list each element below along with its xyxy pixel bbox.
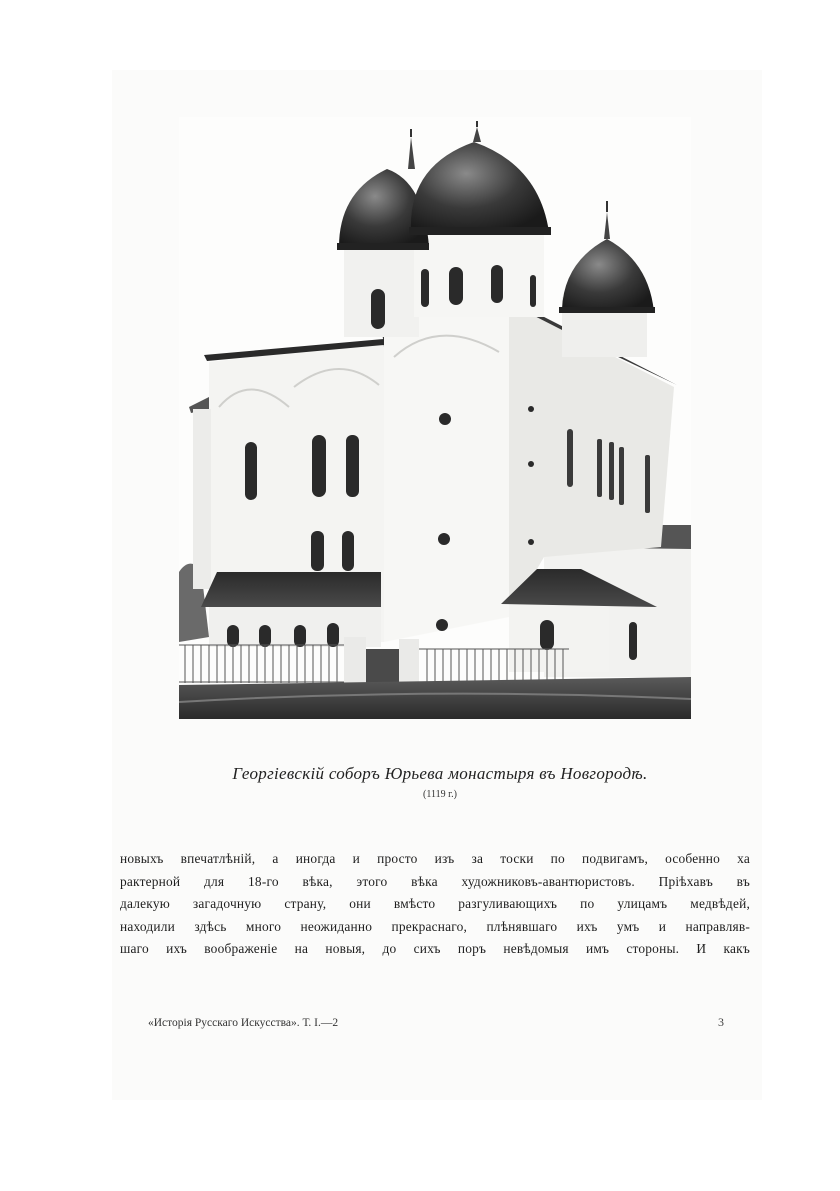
text-line: далекую загадочную страну, они вмѣсто разгуливающихъ по улицамъ медвѣдей, [120,896,750,912]
plate-caption: Георгіевскій соборъ Юрьева монастыря въ Новгородѣ. [232,764,648,783]
footer-book-title: «Исторія Русскаго Искусства». Т. I.—2 [148,1017,339,1029]
text-line: находили здѣсь много неожиданно прекраснаго, плѣнявшаго ихъ умъ и направляв- [120,918,750,934]
cathedral-photograph [179,117,691,719]
body-text [120,848,750,961]
text-line: новыхъ впечатлѣній, а иногда и просто изъ за тоски по подвигамъ, особенно ха [120,851,750,866]
text-line: рактерной для 18-го вѣка, этого вѣка художниковъ-авантюристовъ. Пріѣхавъ въ [120,873,750,889]
cathedral-illustration [179,117,691,719]
text-line: шаго ихъ воображеніе на новыя, до сихъ поръ невѣдомыя имъ стороны. И какъ [120,941,750,957]
page-number: 3 [718,1015,724,1029]
plate-year: (1119 г.) [423,789,457,800]
